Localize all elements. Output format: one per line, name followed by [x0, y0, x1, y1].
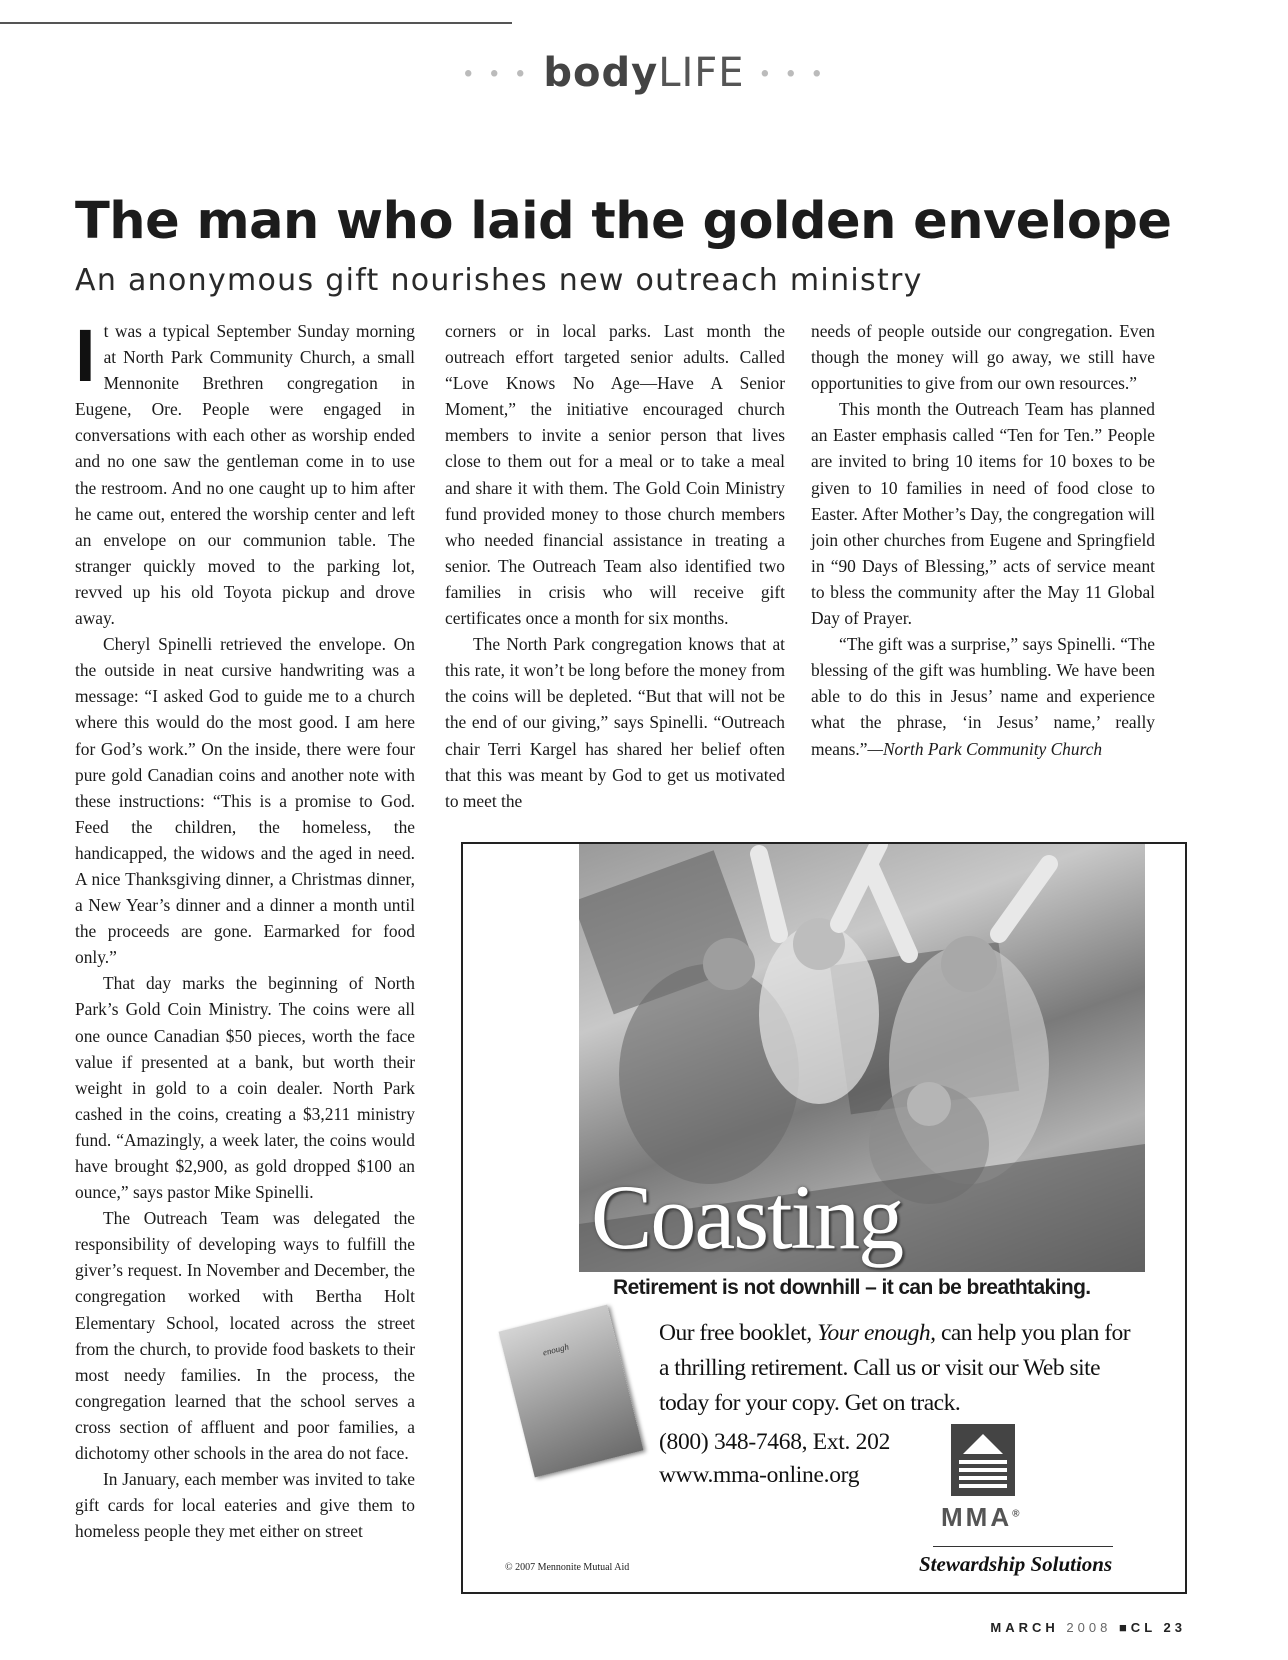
- article-column-1: [75, 314, 415, 1544]
- footer-publication: ■CL: [1118, 1620, 1156, 1635]
- paragraph: The Outreach Team was delegated the responsibility of developing ways to fulfill the giver’s request. In November and December, the congregation worked with Bertha Holt Elementary School, located across the street from the church, to provide food baskets to their most needy families. In the process, the congregation learned that the school serves a cross section of affluent and poor families, a dichotomy other schools in the area do not face.: [75, 1208, 415, 1464]
- mma-wordmark: MMA®: [941, 1502, 1023, 1532]
- footer-month: MARCH: [990, 1620, 1059, 1635]
- paragraph: corners or in local parks. Last month the outreach effort targeted senior adults. Called “Love Knows No Age—Have A Senior Moment,” the initiative encouraged church members to invite a senior person that lives close to them out for a meal or to take a meal and share it with them. The Gold Coin Ministry fund provided money to those church members who needed financial assistance in treating a senior. The Outreach Team also identified two families in crisis who will receive gift certificates once a month for six months.: [445, 321, 785, 629]
- paragraph: That day marks the beginning of North Park’s Gold Coin Ministry. The coins were all one ounce Canadian $50 pieces, worth the face value if presented at a bank, but worth their weight in gold to a coin dealer. North Park cashed in the coins, creating a $3,211 ministry fund. “Amazingly, a week later, the coins would have brought $2,900, as gold dropped $100 an ounce,” says pastor Mike Spinelli.: [75, 973, 415, 1203]
- booklet-title: enough: [541, 1341, 570, 1358]
- booklet-name: Your enough,: [817, 1320, 936, 1346]
- footer-year: 2008: [1066, 1620, 1112, 1635]
- website-link[interactable]: www.mma-online.org: [659, 1462, 860, 1488]
- paragraph: Cheryl Spinelli retrieved the envelope. On the outside in neat cursive handwriting was a message: “I asked God to guide me to a church where this would do the most good. I am here for God’s work.” On the inside, there were four pure gold Canadian coins and another note with these instructions: “This is a promise to God. Feed the children, the homeless, the handicapped, the widows and the aged in need. A nice Thanksgiving dinner, a Christmas dinner, a New Year’s dinner and a dinner a month until the proceeds are gone. Earmarked for food only.”: [75, 634, 415, 968]
- ad-copy: Our free booklet, Your enough, can help you plan for a thrilling retirement. Call us or visit our Web site today for your copy. Get on track.: [659, 1320, 1131, 1416]
- top-rule: [0, 22, 512, 24]
- paragraph: It was a typical September Sunday morning at North Park Community Church, a small Mennonite Brethren congregation in Eugene, Ore. People were engaged in conversations with each other as worship ended and no one saw the gentleman come in to use the restroom. And no one caught up to him after he came out, entered the worship center and left an envelope on our communion table. The stranger quickly moved to the parking lot, revved up his old Toyota pickup and drove away.: [75, 314, 415, 629]
- ad-contact: [659, 1426, 890, 1492]
- decorative-dots-right: • • •: [758, 62, 827, 88]
- article-subtitle: An anonymous gift nourishes new outreach ministry: [75, 263, 923, 298]
- section-title-light: LIFE: [658, 50, 745, 96]
- phone-number: (800) 348-7468, Ext. 202: [659, 1429, 891, 1455]
- paragraph: needs of people outside our congregation. Even though the money will go away, we still have opportunities to give from our own resources.”: [811, 321, 1155, 394]
- article-column-2: [445, 318, 785, 814]
- page-footer: [990, 1620, 1186, 1635]
- article-column-3: [811, 318, 1155, 762]
- article-title: The man who laid the golden envelope: [75, 192, 1172, 251]
- paragraph: “The gift was a surprise,” says Spinelli. “The blessing of the gift was humbling. We have been able to do this in Jesus’ name and experience what the phrase, ‘in Jesus’ name,’ really means.”—North Park Community Church: [811, 634, 1155, 759]
- ad-tagline: Retirement is not downhill – it can be breathtaking.: [613, 1276, 1091, 1299]
- ad-slogan: Stewardship Solutions: [919, 1552, 1113, 1576]
- logo-rule: [933, 1546, 1113, 1547]
- booklet-image: [499, 1305, 644, 1478]
- mma-logo-icon: [951, 1424, 1015, 1496]
- page-number: 23: [1163, 1620, 1186, 1635]
- ad-headline: Coasting: [591, 1166, 903, 1268]
- section-header: [0, 50, 1288, 96]
- drop-cap: I: [75, 314, 96, 397]
- ad-copyright: © 2007 Mennonite Mutual Aid: [505, 1562, 630, 1573]
- paragraph: The North Park congregation knows that at this rate, it won’t be long before the money from the coins will be depleted. “But that will not be the end of our giving,” says Spinelli. “Outreach chair Terri Kargel has shared her belief often that this was meant by God to get us motivated to meet the: [445, 634, 785, 811]
- article-credit: —North Park Community Church: [867, 738, 1103, 759]
- paragraph: This month the Outreach Team has planned an Easter emphasis called “Ten for Ten.” People are invited to bring 10 items for 10 boxes to be given to 10 families in need of food close to Easter. After Mother’s Day, the congregation will join other churches from Eugene and Springfield in “90 Days of Blessing,” acts of service meant to bless the community after the May 11 Global Day of Prayer.: [811, 399, 1155, 629]
- section-title-bold: body: [543, 50, 659, 96]
- decorative-dots-left: • • •: [461, 62, 530, 88]
- paragraph: In January, each member was invited to take gift cards for local eateries and give them to homeless people they met either on street: [75, 1469, 415, 1542]
- advertisement: [461, 842, 1187, 1594]
